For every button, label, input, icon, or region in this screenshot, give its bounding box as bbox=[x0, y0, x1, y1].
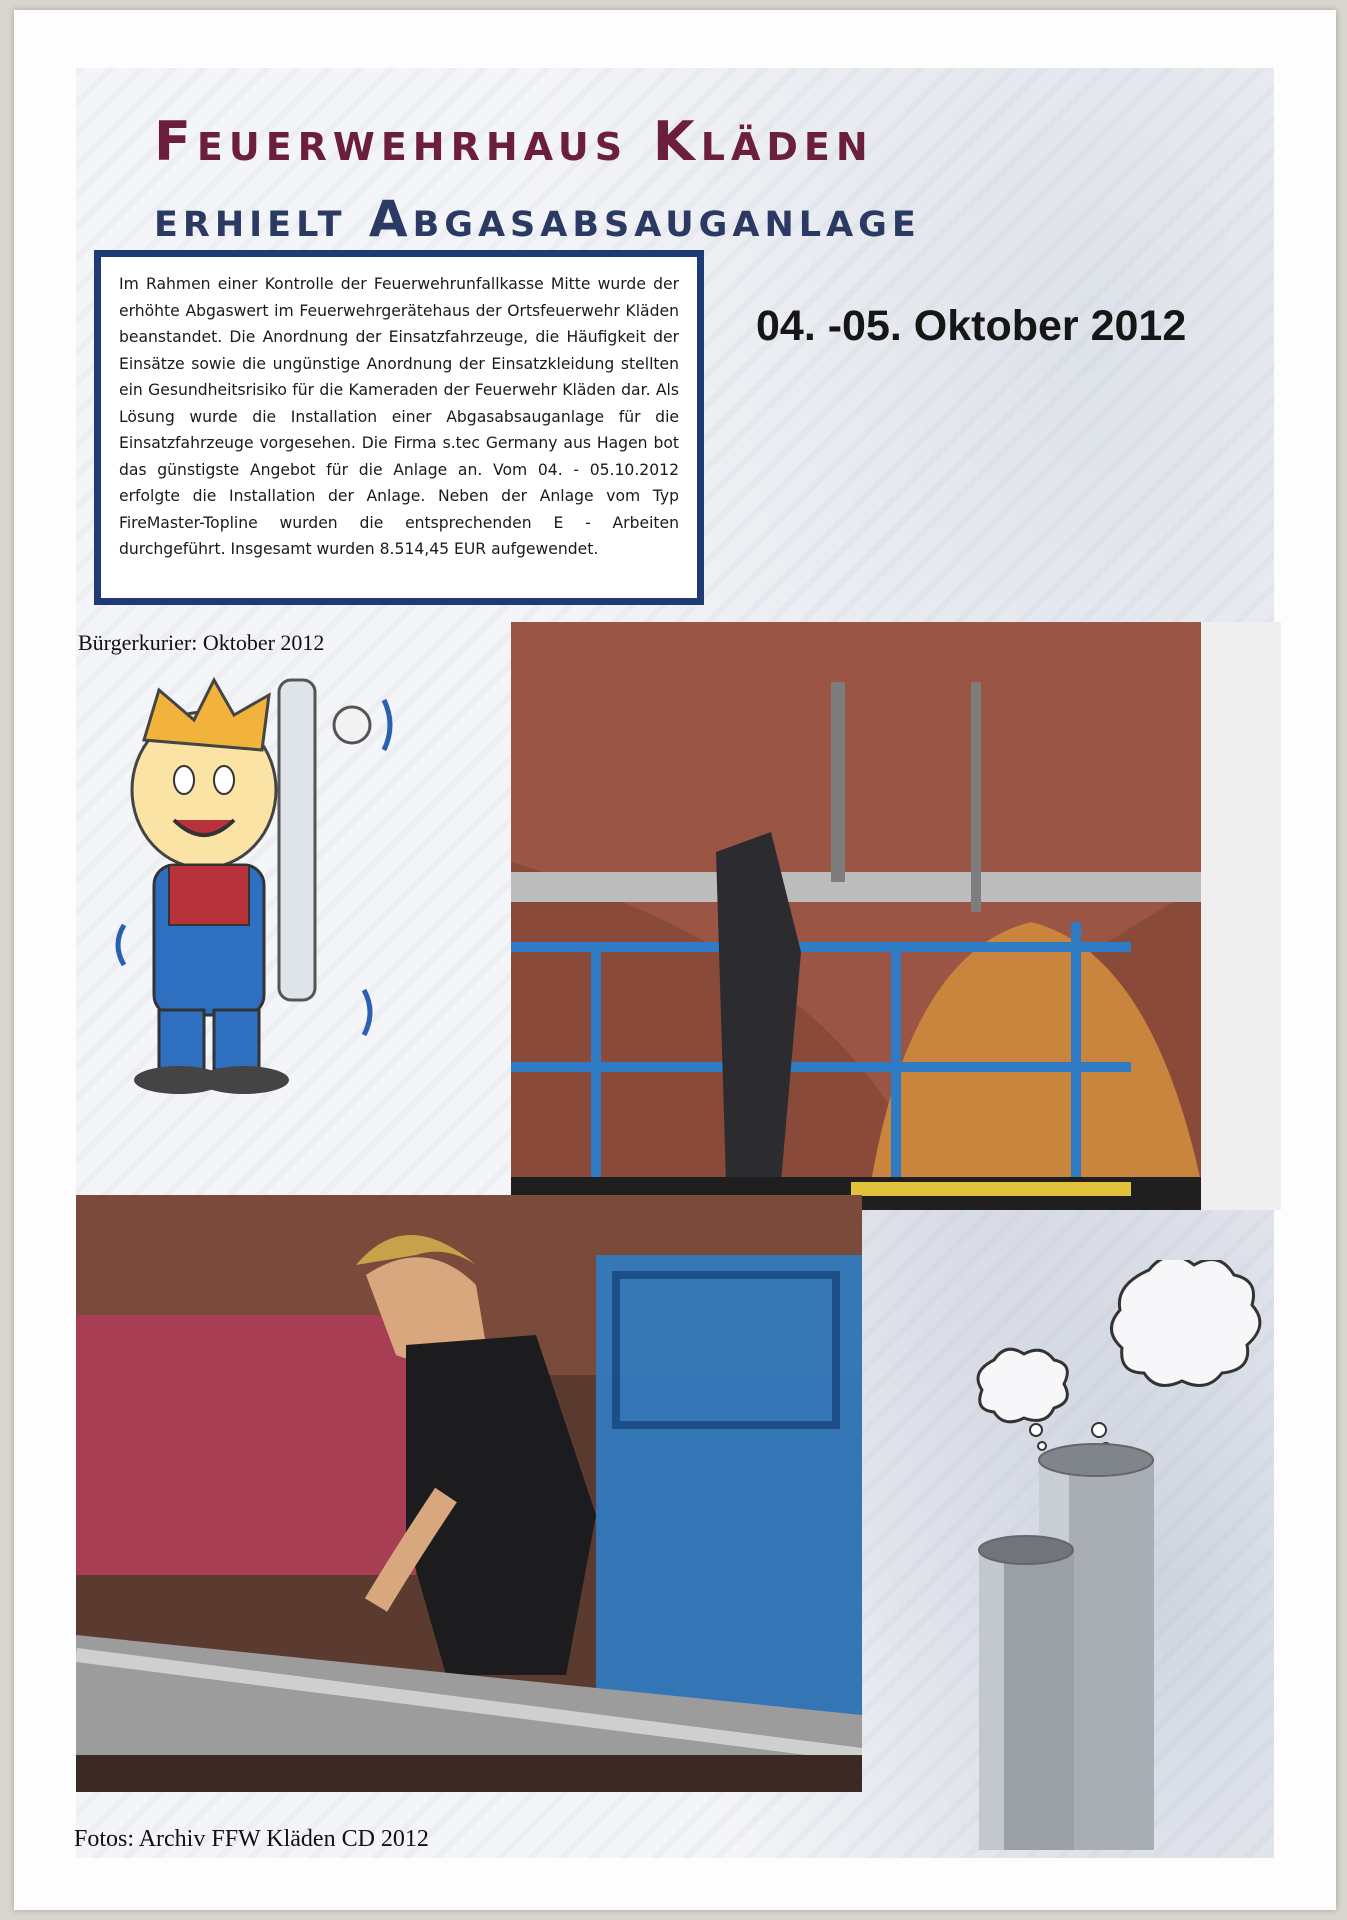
installation-photo-workshop bbox=[76, 1195, 862, 1792]
pipes-illustration bbox=[954, 1260, 1274, 1860]
event-date: 04. -05. Oktober 2012 bbox=[756, 302, 1187, 350]
page-sheet bbox=[14, 10, 1336, 1910]
headline-line-1: Feuerwehrhaus Kläden bbox=[154, 110, 874, 173]
article-textbox bbox=[94, 250, 704, 605]
photo-credits: Fotos: Archiv FFW Kläden CD 2012 bbox=[74, 1826, 429, 1852]
source-caption: Bürgerkurier: Oktober 2012 bbox=[78, 630, 325, 655]
article-body: Im Rahmen einer Kontrolle der Feuerwehrunfallkasse Mitte wurde der erhöhte Abgaswert im Feuerwehrgerätehaus der Ortsfeuerwehr Kläden beanstandet. Die Anordnung der Einsatzfahrzeuge, die Häufigkeit der Einsätze sowie die ungünstige Anordnung der Einsatzkleidung stellten ein Gesundheitsrisiko für die Kameraden der Feuerwehr Kläden dar. Als Lösung wurde die Installation einer Abgasabsauganlage für die Einsatzfahrzeuge vorgesehen. Die Firma s.tec Germany aus Hagen bot das günstigste Angebot für die Anlage an. Vom 04. - 05.10.2012 erfolgte die Installation der Anlage. Neben der Anlage vom Typ FireMaster-Topline wurden die entsprechenden E - Arbeiten durchgeführt. Insgesamt wurden 8.514,45 EUR aufgewendet. bbox=[119, 275, 679, 558]
mascot-illustration bbox=[84, 670, 434, 1110]
headline-line-2: erhielt Abgasabsauganlage bbox=[154, 190, 921, 248]
installation-photo-lift bbox=[511, 622, 1281, 1210]
